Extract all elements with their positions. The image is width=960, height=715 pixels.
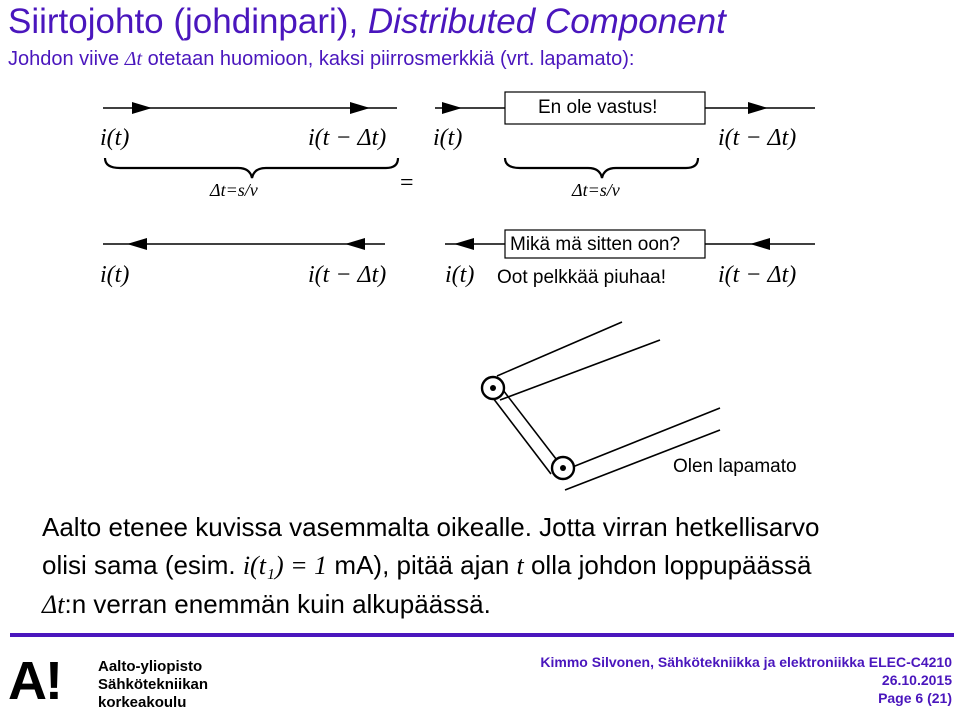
row1-left-brace (105, 158, 398, 178)
delay-label-right: Δt=s/v (572, 180, 620, 200)
label-i-t-delayed: i(t − Δt) (308, 125, 387, 151)
speech-bubble-2: Mikä mä sitten oon? (510, 234, 681, 255)
arrow-left-icon (127, 238, 147, 250)
row1-left-line (100, 102, 398, 200)
page-number: Page 6 (21) (878, 690, 952, 706)
body-line-3 (42, 585, 942, 624)
logo-line-2: Sähkötekniikan (98, 676, 209, 693)
equals-sign: = (400, 170, 414, 196)
subtitle-delta-t: Δt (124, 48, 143, 70)
body-line-2-pre: olisi sama (esim. (42, 550, 243, 580)
label-i-t-delayed: i(t − Δt) (308, 262, 387, 288)
arrow-right-icon (350, 102, 370, 114)
body-paragraph (42, 508, 942, 624)
title-plain: Siirtojohto (johdinpari), (8, 2, 368, 41)
arrow-right-icon (748, 102, 768, 114)
label-i-t: i(t) (433, 125, 463, 151)
arrow-left-icon (454, 238, 474, 250)
speech-bubble-3: Oot pelkkää piuhaa! (497, 267, 667, 288)
logo-line-1: Aalto-yliopisto (98, 658, 203, 675)
arrow-right-icon (132, 102, 152, 114)
label-i-t: i(t) (100, 125, 130, 151)
body-line-1: Aalto etenee kuvissa vasemmalta oikealle. Jotta virran hetkellisarvo (42, 512, 820, 542)
label-i-t-delayed: i(t − Δt) (718, 262, 797, 288)
label-i-t-delayed: i(t − Δt) (718, 125, 797, 151)
aalto-logo-mark: A! (8, 651, 61, 711)
body-line-2 (42, 546, 942, 585)
body-math-delta-t: Δt (42, 590, 65, 619)
arrow-right-icon (442, 102, 462, 114)
arrow-left-icon (750, 238, 770, 250)
footer-date: 26.10.2015 (881, 672, 952, 688)
body-line-3-post: :n verran enemmän kuin alkupäässä. (64, 589, 491, 619)
footer-divider (10, 633, 954, 637)
footer-author: Kimmo Silvonen, Sähkötekniikka ja elektroniikka ELEC-C4210 (540, 654, 952, 670)
body-line-2-post: olla johdon loppupäässä (523, 550, 812, 580)
delay-label-left: Δt=s/v (210, 180, 258, 200)
row1-right-brace (505, 158, 698, 178)
subtitle-pre: Johdon viive (8, 48, 125, 70)
aalto-logo (8, 651, 228, 712)
row2-left-line (100, 238, 386, 288)
title-italic: Distributed Component (367, 2, 726, 41)
body-math-current: i(t₁) = 1 (242, 551, 328, 580)
arrow-left-icon (345, 238, 365, 250)
subtitle-post: otetaan huomioon, kaksi piirrosmerkkiä (vrt. lapamato): (142, 48, 635, 70)
body-math-t: t (516, 551, 524, 580)
speech-bubble-4: Olen lapamato (673, 456, 797, 477)
label-i-t: i(t) (100, 262, 130, 288)
speech-bubble-1: En ole vastus! (538, 97, 658, 118)
label-i-t: i(t) (445, 262, 475, 288)
body-line-2-mid: mA), pitää ajan (327, 550, 517, 580)
logo-line-3: korkeakoulu (98, 694, 187, 711)
